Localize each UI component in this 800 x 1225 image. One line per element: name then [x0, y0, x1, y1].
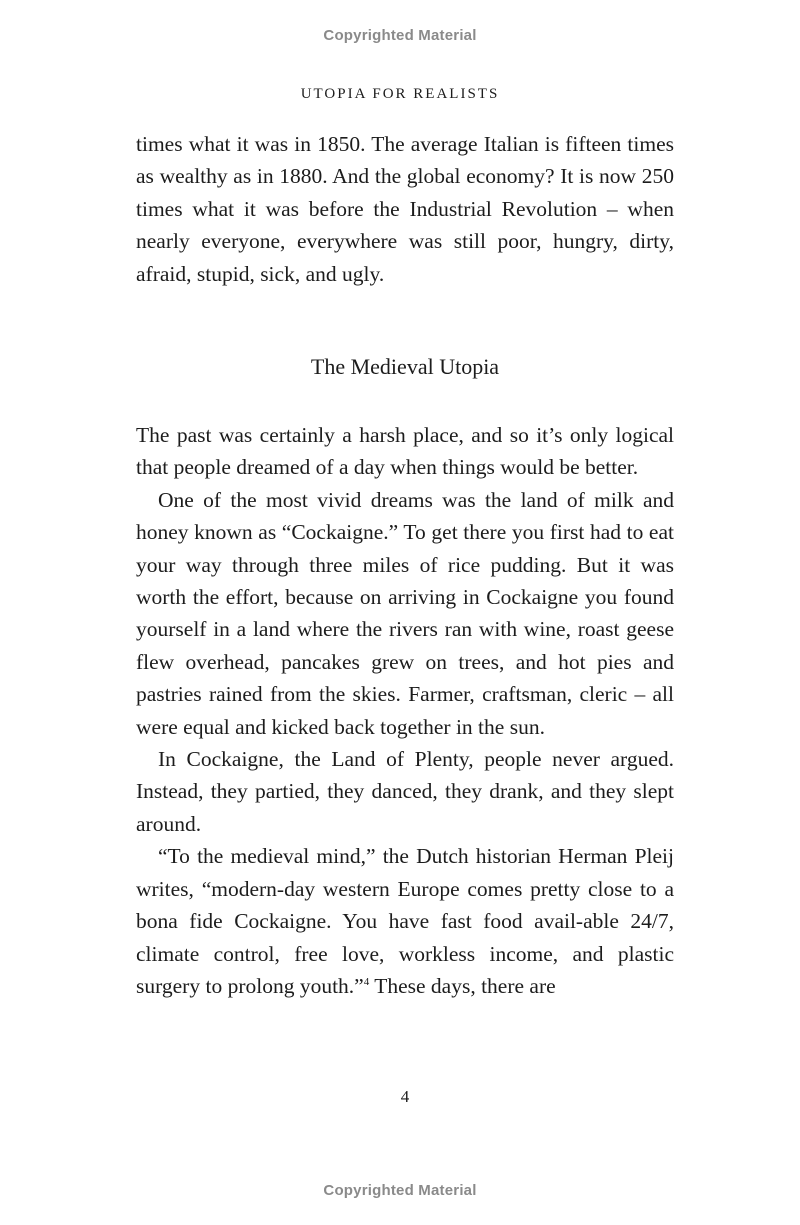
running-head: UTOPIA FOR REALISTS — [300, 86, 500, 102]
body-text — [136, 419, 674, 1002]
paragraph-3: In Cockaigne, the Land of Plenty, people never argued. Instead, they partied, they danced, they drank, and they slept around. — [136, 747, 674, 836]
copyright-watermark-top: Copyrighted Material — [323, 27, 477, 44]
paragraph-4 — [136, 840, 674, 1002]
paragraph-2: One of the most vivid dreams was the land of milk and honey known as “Cockaigne.” To get there you first had to eat your way through three miles of rice pudding. But it was worth the effort, because on arriving in Cockaigne you found yourself in a land where the rivers ran with wine, roast geese flew overhead, pancakes grew on trees, and hot pies and pastries rained from the skies. Farmer, craftsman, cleric – all were equal and kicked back together in the sun. — [136, 487, 674, 739]
paragraph-4-tail: These days, there are — [369, 973, 556, 998]
copyright-watermark-bottom: Copyrighted Material — [323, 1182, 477, 1199]
opening-paragraph: times what it was in 1850. The average Italian is fifteen times as wealthy as in 1880. And the global economy? It is now 250 times what it was before the Industrial Revolution – when nearly everyone, everywhere was still poor, hungry, dirty, afraid, stupid, sick, and ugly. — [136, 132, 674, 286]
paragraph-1: The past was certainly a harsh place, and so it’s only logical that people dreamed of a day when things would be better. — [136, 423, 674, 480]
section-heading: The Medieval Utopia — [310, 354, 500, 379]
page-number: 4 — [400, 1087, 410, 1106]
footnote-marker[interactable]: 4 — [363, 975, 370, 988]
paragraph-4-text: “To the medieval mind,” the Dutch historian Herman Pleij writes, “modern-day western Europe comes pretty close to a bona fide Cockaigne. You have fast food avail-able 24/7, climate control, free love, workless income, and plastic surgery to prolong youth.” — [136, 844, 674, 998]
opening-paragraph-block — [136, 128, 674, 290]
